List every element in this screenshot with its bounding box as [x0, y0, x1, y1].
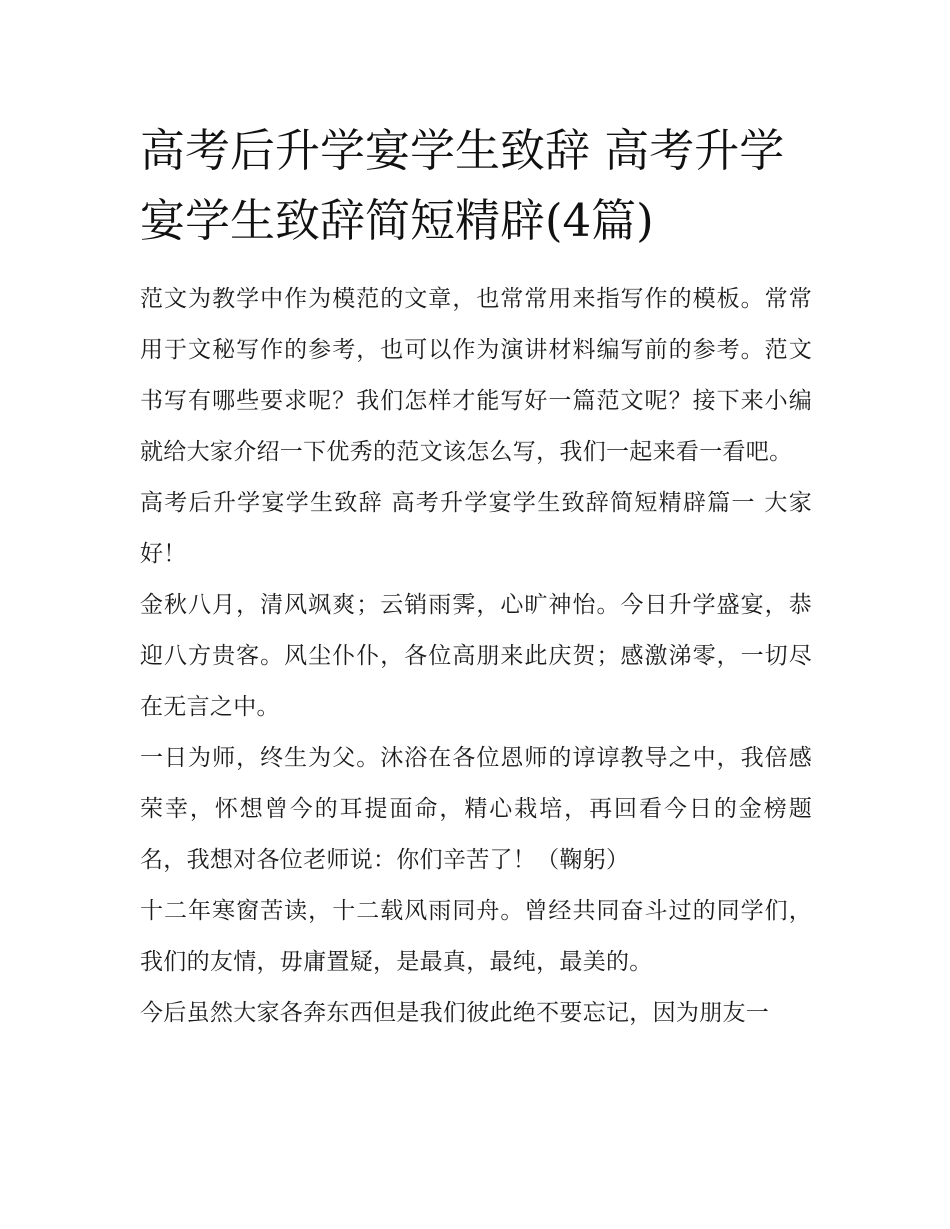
paragraph-future: 今后虽然大家各奔东西但是我们彼此绝不要忘记，因为朋友一	[140, 1000, 770, 1026]
paragraph-intro: 范文为教学中作为模范的文章，也常常用来指写作的模板。常常用于文秘写作的参考，也可以作为演讲材料编写前的参考。范文书写有哪些要求呢？我们怎样才能写好一篇范文呢？接下来小编就给大家介绍一下优秀的范文该怎么写，我们一起来看一看吧。	[140, 286, 812, 465]
paragraph-autumn: 金秋八月，清风飒爽；云销雨霁，心旷神怡。今日升学盛宴，恭迎八方贵客。风尘仆仆，各位高朋来此庆贺；感激涕零，一切尽在无言之中。	[140, 592, 812, 720]
paragraph-teachers: 一日为师，终生为父。沐浴在各位恩师的谆谆教导之中，我倍感荣幸，怀想曾今的耳提面命，精心栽培，再回看今日的金榜题名，我想对各位老师说：你们辛苦了！（鞠躬）	[140, 745, 812, 873]
document-title: 高考后升学宴学生致辞 高考升学宴学生致辞简短精辟(4篇)	[140, 124, 785, 247]
paragraph-section-heading: 高考后升学宴学生致辞 高考升学宴学生致辞简短精辟篇一 大家好！	[140, 490, 812, 567]
paragraph-classmates: 十二年寒窗苦读，十二载风雨同舟。曾经共同奋斗过的同学们，我们的友情，毋庸置疑，是最真，最纯，最美的。	[140, 898, 812, 975]
document-body	[140, 116, 812, 1039]
